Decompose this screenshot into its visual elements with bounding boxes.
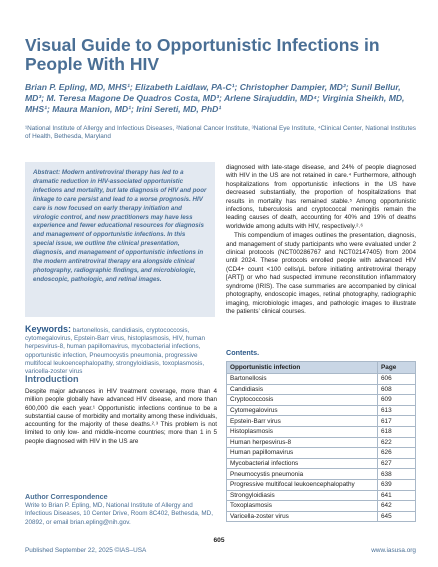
page-ref: 608 (378, 384, 416, 395)
contents-table (226, 361, 416, 522)
keywords-text: bartonellosis, candidiasis, cryptococcosis, cytomegalovirus, Epstein-Barr virus, histoplasmosis, HIV, human herpesvirus-8, human papillomavirus, mycobacterial infections, opportunistic infection, Pneumocystis pneumonia, progressive multifocal leukoencephalopathy, strongyloidiasis, toxoplasmosis, varicella-zoster virus (25, 327, 205, 376)
affiliations: ¹National Institute of Allergy and Infectious Diseases, ²National Cancer Institute, ³National Eye Institute, ⁴Clinical Center, National Institutes of Health, Bethesda, Maryland (25, 125, 416, 141)
infection-name: Histoplasmosis (227, 426, 378, 437)
introduction-heading: Introduction (25, 374, 79, 384)
infection-name: Varicella-zoster virus (227, 511, 378, 522)
column-header-infection: Opportunistic infection (227, 362, 378, 374)
page-ref: 609 (378, 395, 416, 406)
table-row (227, 384, 416, 395)
infection-name: Candidiasis (227, 384, 378, 395)
correspondence-text[interactable]: Write to Brian P. Epling, MD, National Institute of Allergy and Infectious Diseases, 10 Center Drive, Room 8C402, Bethesda, MD, 20892, or email brian.epling@nih.gov. (25, 502, 213, 526)
paragraph-compendium: This compendium of images outlines the presentation, diagnosis, and management of study participants who were evaluated under 2 clinical protocols (NCT00286767 and NCT02147405) from 2004 until 2024. These protocols enrolled people with advanced HIV (CD4+ count <100 cells/µL before initiating antiretroviral therapy [ART]) or who had suspected immune reconstitution inflammatory syndrome (IRIS). The case summaries are accompanied by clinical photography, endoscopic images, retinal photography, radiographic imaging, microbiologic images, and pathologic images to illustrate the patients’ clinical courses. (226, 232, 416, 315)
infection-name: Human papillomavirus (227, 448, 378, 459)
contents-header-row (227, 362, 416, 374)
introduction-text: Despite major advances in HIV treatment coverage, more than 4 million people globally have advanced HIV disease, and more than 600,000 die each year.¹ Opportunistic infections continue to be a substantial cause of morbidity and mortality among these individuals, accounting for the majority of these deaths.²˒³ This problem is not limited to only low- and middle-income countries; more than 1 in 5 people diagnosed with HIV in the US are (25, 388, 217, 445)
table-row (227, 374, 416, 385)
page-ref: 606 (378, 374, 416, 385)
infection-name: Strongyloidiasis (227, 490, 378, 501)
table-row (227, 416, 416, 427)
column-header-page: Page (378, 362, 416, 374)
infection-name: Toxoplasmosis (227, 501, 378, 512)
page-ref: 617 (378, 416, 416, 427)
right-column-text (226, 164, 416, 317)
infection-name: Cryptococcosis (227, 395, 378, 406)
infection-name: Progressive multifocal leukoencephalopathy (227, 479, 378, 490)
article-title: Visual Guide to Opportunistic Infections in People With HIV (25, 35, 380, 74)
table-row (227, 490, 416, 501)
page-ref: 626 (378, 448, 416, 459)
page-ref: 638 (378, 469, 416, 480)
table-row (227, 511, 416, 522)
abstract-label: Abstract: (33, 169, 61, 176)
table-row (227, 426, 416, 437)
publication-date: Published September 22, 2025 ©IAS–USA (25, 547, 147, 554)
abstract-box (25, 162, 215, 317)
abstract-text: Modern antiretroviral therapy has led to a dramatic reduction in HIV-associated opportunistic infections and mortality, but late diagnosis of HIV and poor linkage to care persist and lead to a worse prognosis. HIV care is now focused on early therapy initiation and virologic control, and new practitioners may have less experience and fewer educational resources for diagnosis and management of opportunistic infections. In this special issue, we outline the clinical presentation, diagnosis, and management of opportunistic infections in the modern antiretroviral therapy era alongside clinical photography, radiographic findings, and microbiologic, endoscopic, pathologic, and retinal images. (33, 169, 207, 283)
table-row (227, 437, 416, 448)
correspondence-heading: Author Correspondence (25, 492, 108, 501)
author-list: Brian P. Epling, MD, MHS¹; Elizabeth Laidlaw, PA-C¹; Christopher Dampier, MD²; Sunil Bellur, MD³; M. Teresa Magone De Quadros Costa, MD³; Arlene Sirajuddin, MD⁴; Virginia Sheikh, MD, MHS¹; Maura Manion, MD¹; Irini Sereti, MD, PhD¹ (25, 82, 405, 114)
table-row (227, 458, 416, 469)
table-row (227, 448, 416, 459)
page-ref: 641 (378, 490, 416, 501)
page-ref: 645 (378, 511, 416, 522)
table-row (227, 501, 416, 512)
contents-body (227, 374, 416, 522)
contents-heading: Contents. (226, 348, 260, 357)
website-link[interactable]: www.iasusa.org (371, 547, 416, 554)
page-ref: 642 (378, 501, 416, 512)
infection-name: Bartonellosis (227, 374, 378, 385)
page-ref: 622 (378, 437, 416, 448)
infection-name: Epstein-Barr virus (227, 416, 378, 427)
paragraph-continued: diagnosed with late-stage disease, and 24% of people diagnosed with HIV in the US are not retained in care.⁴ Furthermore, although hospitalizations from opportunistic infections in the US have decreased substantially, the proportion of hospitalizations that results in mortality has remained stable.⁵ Among opportunistic infections, tuberculosis and cryptococcal meningitis remain the leading causes of death, accounting for 40% and 19% of deaths worldwide among adults with HIV, respectively.²˒⁶ (226, 164, 416, 230)
table-row (227, 469, 416, 480)
page-number: 605 (213, 537, 225, 544)
page-ref: 639 (378, 479, 416, 490)
table-row (227, 479, 416, 490)
page-ref: 627 (378, 458, 416, 469)
page-ref: 613 (378, 405, 416, 416)
infection-name: Human herpesvirus-8 (227, 437, 378, 448)
infection-name: Pneumocystis pneumonia (227, 469, 378, 480)
keywords (25, 325, 217, 376)
table-row (227, 405, 416, 416)
table-row (227, 395, 416, 406)
keywords-label: Keywords: (25, 324, 72, 334)
infection-name: Mycobacterial infections (227, 458, 378, 469)
infection-name: Cytomegalovirus (227, 405, 378, 416)
page-ref: 618 (378, 426, 416, 437)
